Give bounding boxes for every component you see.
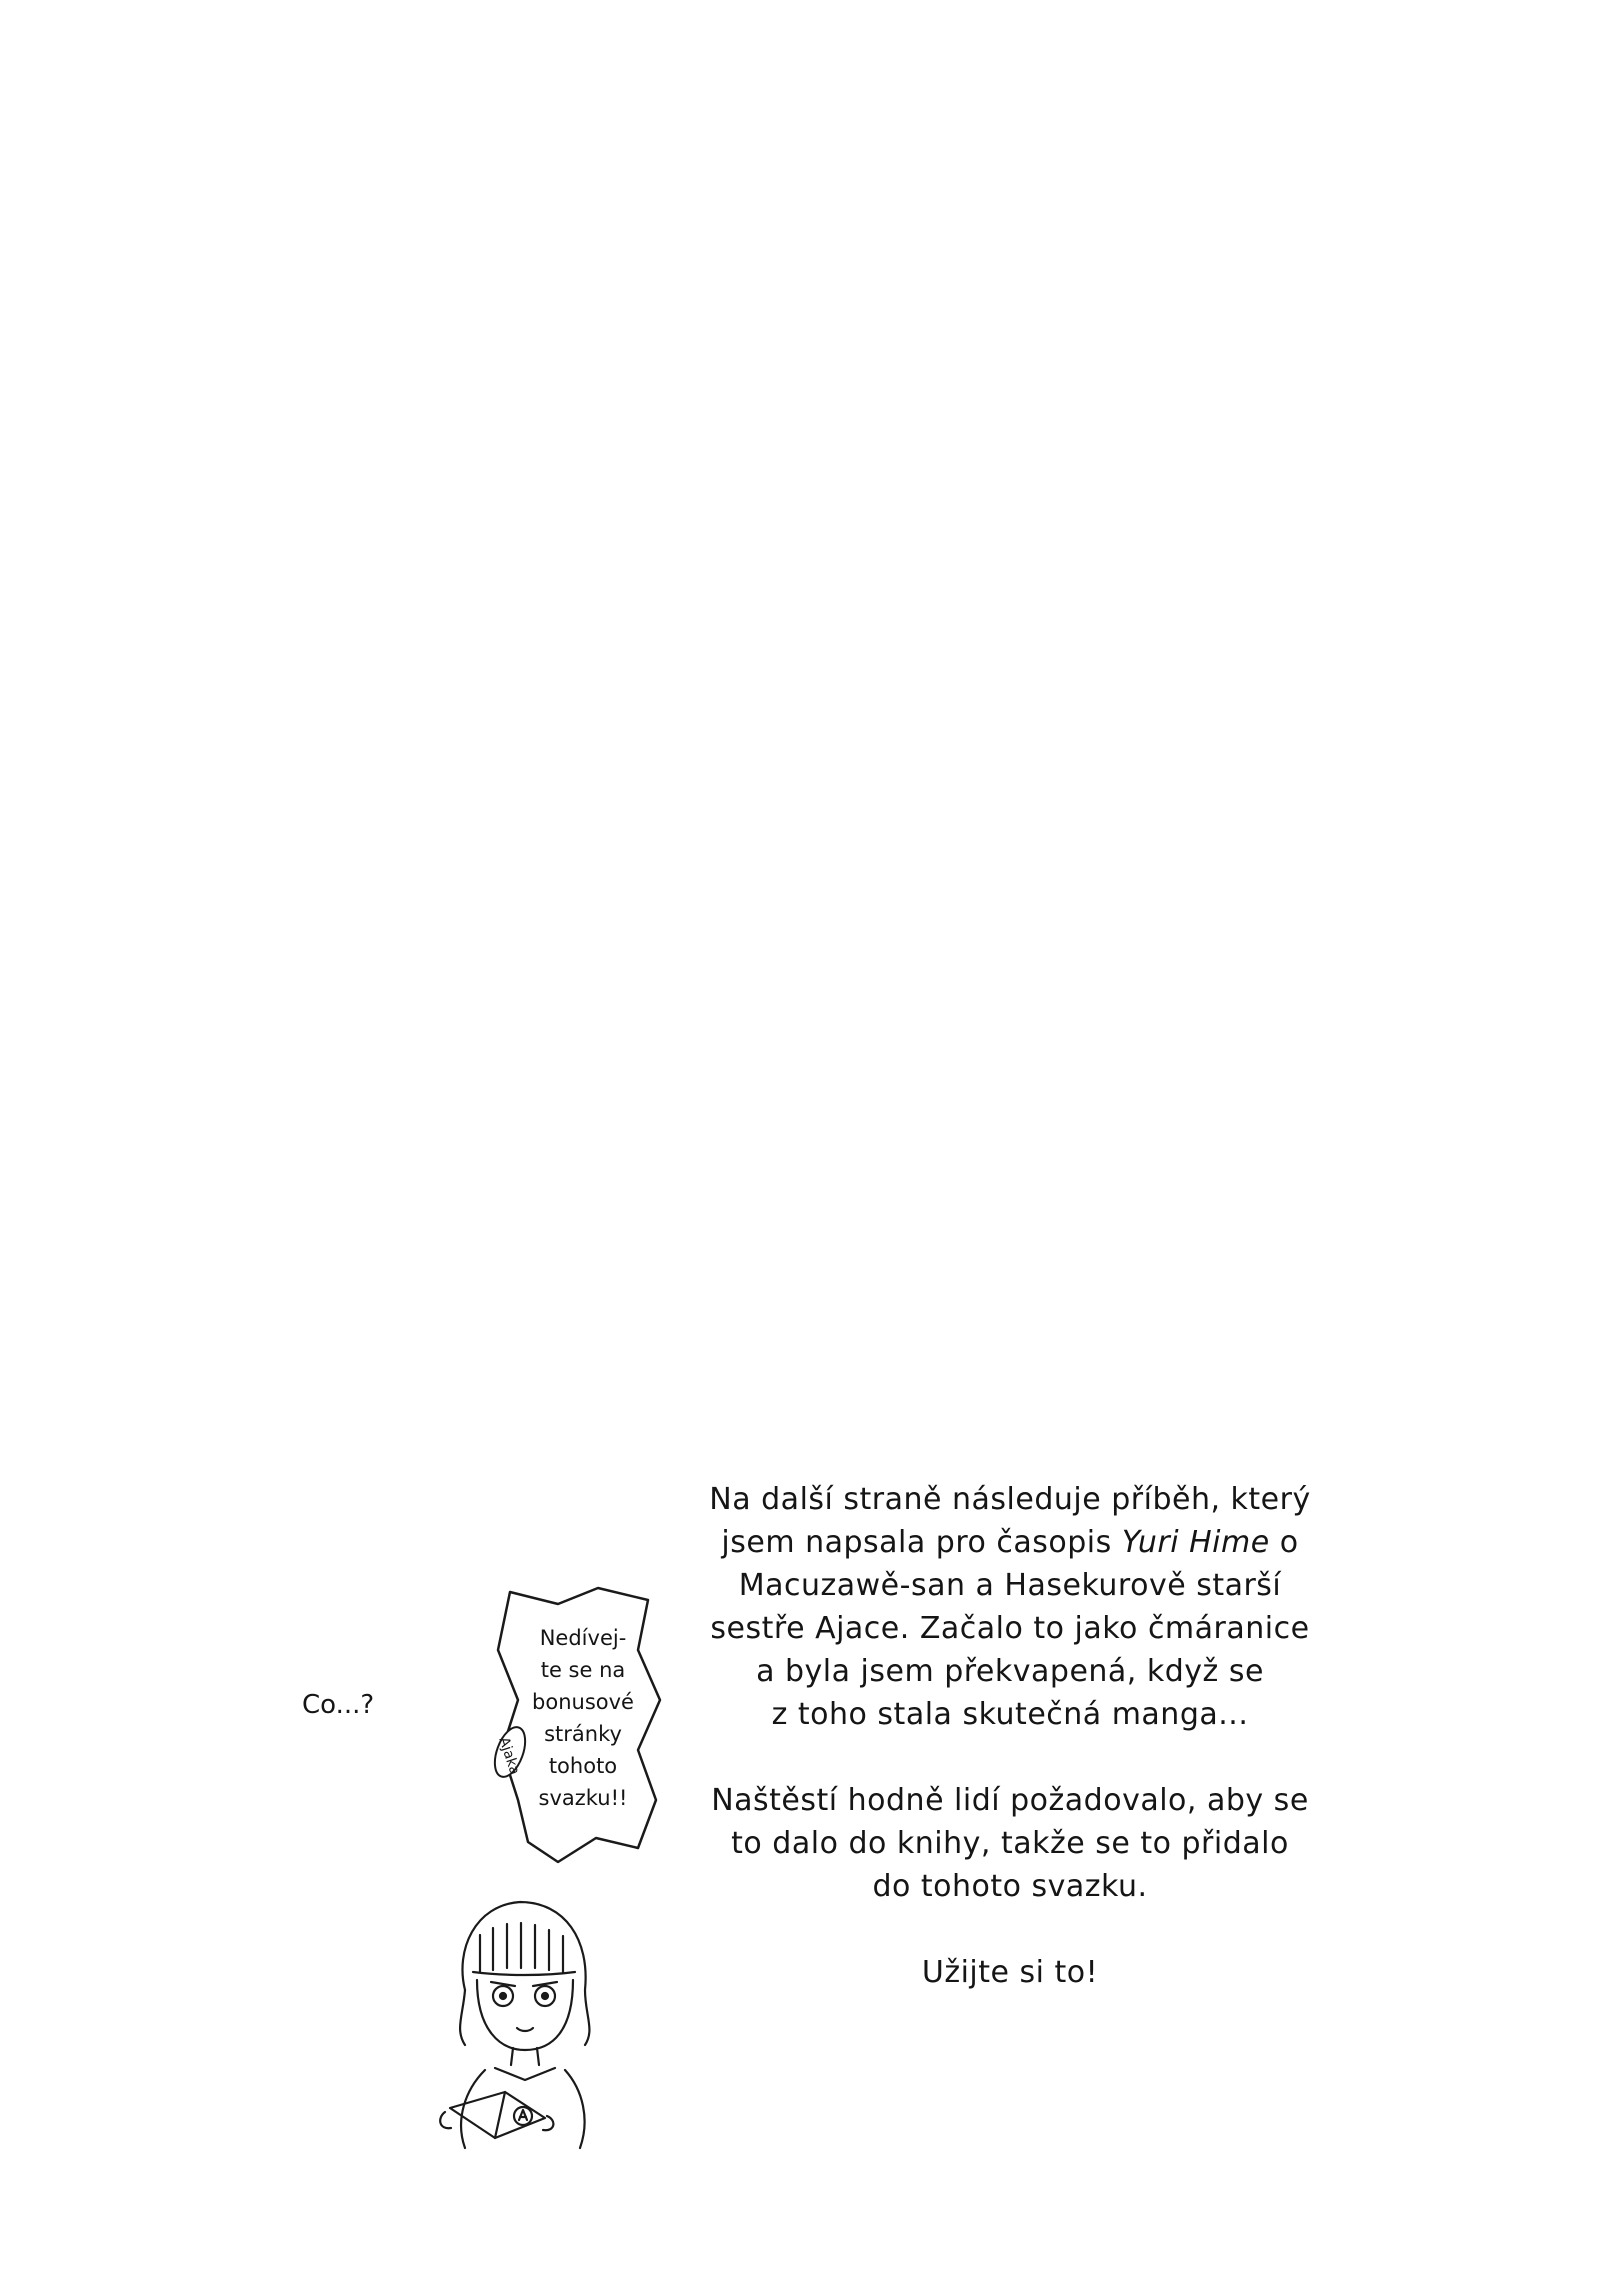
note-paragraph-1 <box>680 1478 1340 1736</box>
note-line: to dalo do knihy, takže se to přidalo <box>731 1826 1289 1861</box>
magazine-title: Yuri Hime <box>1121 1525 1270 1560</box>
note-line: Na další straně následuje příběh, který <box>709 1482 1311 1517</box>
bubble-text <box>518 1622 648 1814</box>
bubble-line: Nedívej- <box>539 1626 627 1650</box>
note-line: z toho stala skutečná manga... <box>771 1697 1249 1732</box>
note-text: jsem napsala pro časopis <box>721 1525 1122 1560</box>
bubble-line: tohoto <box>548 1754 618 1778</box>
note-line: sestře Ajace. Začalo to jako čmáranice <box>710 1611 1310 1646</box>
bubble-line: bonusové <box>532 1690 634 1714</box>
note-line: a byla jsem překvapená, když se <box>756 1654 1264 1689</box>
note-closing <box>680 1951 1340 1994</box>
note-line: Naštěstí hodně lidí požadovalo, aby se <box>711 1783 1309 1818</box>
speaker-tag: Ajaka <box>495 1735 523 1777</box>
bubble-line: te se na <box>540 1658 626 1682</box>
author-note <box>680 1478 1340 2037</box>
note-line: Macuzawě-san a Hasekurově starší <box>738 1568 1282 1603</box>
reader-aside: Co...? <box>302 1690 375 1720</box>
speech-bubble <box>488 1580 668 1880</box>
girl-reading-illustration-icon <box>425 1880 615 2150</box>
note-paragraph-2 <box>680 1779 1340 1908</box>
bubble-line: svazku!! <box>538 1786 628 1810</box>
note-text: o <box>1269 1525 1299 1560</box>
note-line <box>680 1521 1340 1564</box>
bubble-line: stránky <box>544 1722 622 1746</box>
note-line: do tohoto svazku. <box>872 1869 1148 1904</box>
note-line: Užijte si to! <box>921 1955 1099 1990</box>
